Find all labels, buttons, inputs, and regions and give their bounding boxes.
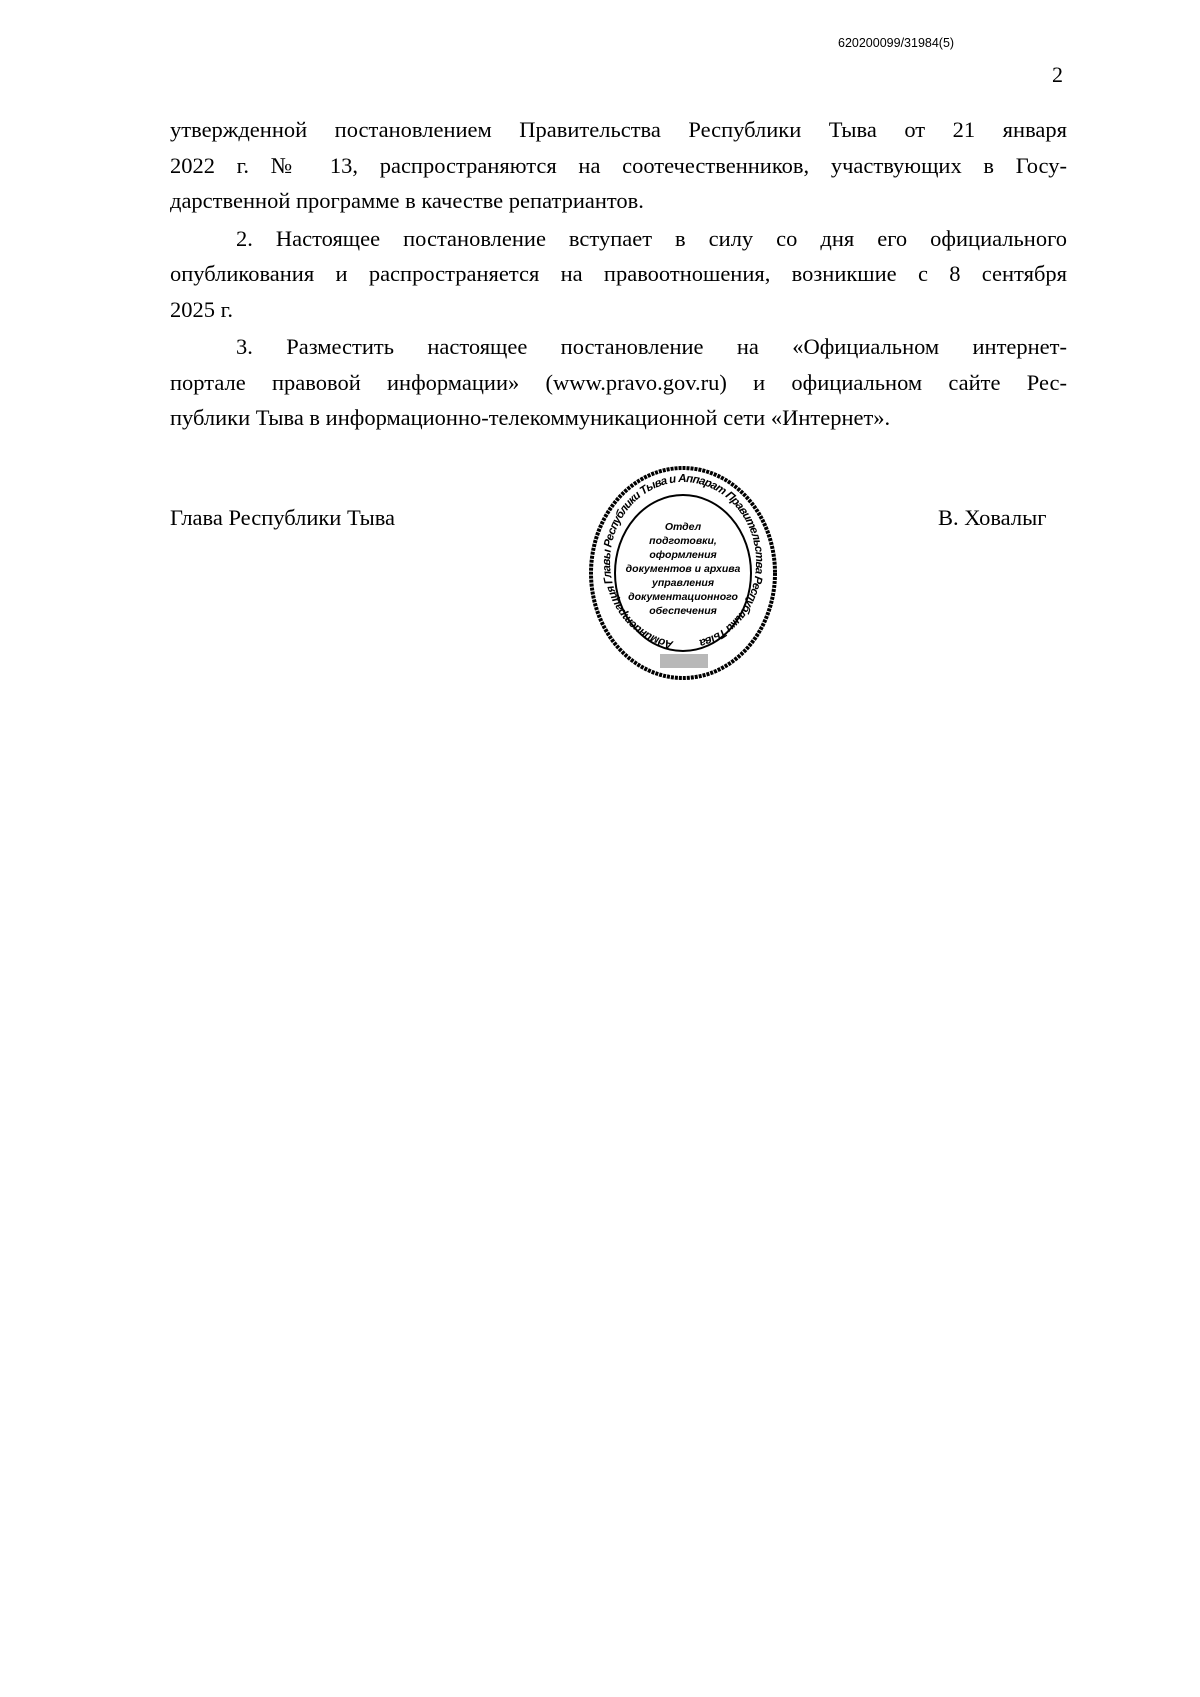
text-line: портале правовой информации» (www.pravo.gov.ru) и официальном сайте Рес-: [170, 369, 1067, 395]
svg-text:управления: управления: [651, 577, 715, 589]
paragraph-2: [170, 221, 1067, 328]
signatory-position: Глава Республики Тыва: [170, 505, 396, 530]
svg-text:оформления: оформления: [649, 549, 717, 561]
svg-text:подготовки,: подготовки,: [649, 535, 717, 547]
page-number: 2: [1052, 62, 1063, 87]
text-line: 3. Разместить настоящее постановление на «Официальном интернет-: [236, 334, 1067, 359]
document-body: [170, 112, 1067, 438]
paragraph-1: [170, 112, 1067, 219]
text-line: опубликования и распространяется на правоотношения, возникшие с 8 сентября: [170, 261, 1067, 286]
svg-text:документационного: документационного: [628, 591, 738, 603]
text-line: утвержденной постановлением Правительства Республики Тыва от 21 января: [170, 117, 1067, 142]
signatory-name: В. Ховалыг: [938, 505, 1047, 530]
seal-smudge: [660, 654, 708, 668]
text-line: 2. Настоящее постановление вступает в силу со дня его официального: [236, 225, 1067, 251]
seal-ring-text: Администрация Главы Республики Тыва и Аппарат Правительства Республики Тыва: [600, 472, 766, 651]
seal-center-text: [626, 521, 741, 617]
official-seal: [588, 462, 778, 684]
document-number: 620200099/31984(5): [838, 36, 955, 50]
text-line: 2025 г.: [170, 296, 233, 322]
text-line: дарственной программе в качестве репатриантов.: [170, 188, 644, 213]
text-line: публики Тыва в информационно-телекоммуникационной сети «Интернет».: [170, 405, 891, 430]
svg-text:Отдел: Отдел: [664, 521, 702, 533]
text-line: 2022 г. № 13, распространяются на соотечественников, участвующих в Госу-: [170, 152, 1067, 178]
svg-text:обеспечения: обеспечения: [649, 605, 717, 617]
svg-text:документов и архива: документов и архива: [625, 563, 741, 575]
paragraph-3: [170, 329, 1067, 436]
